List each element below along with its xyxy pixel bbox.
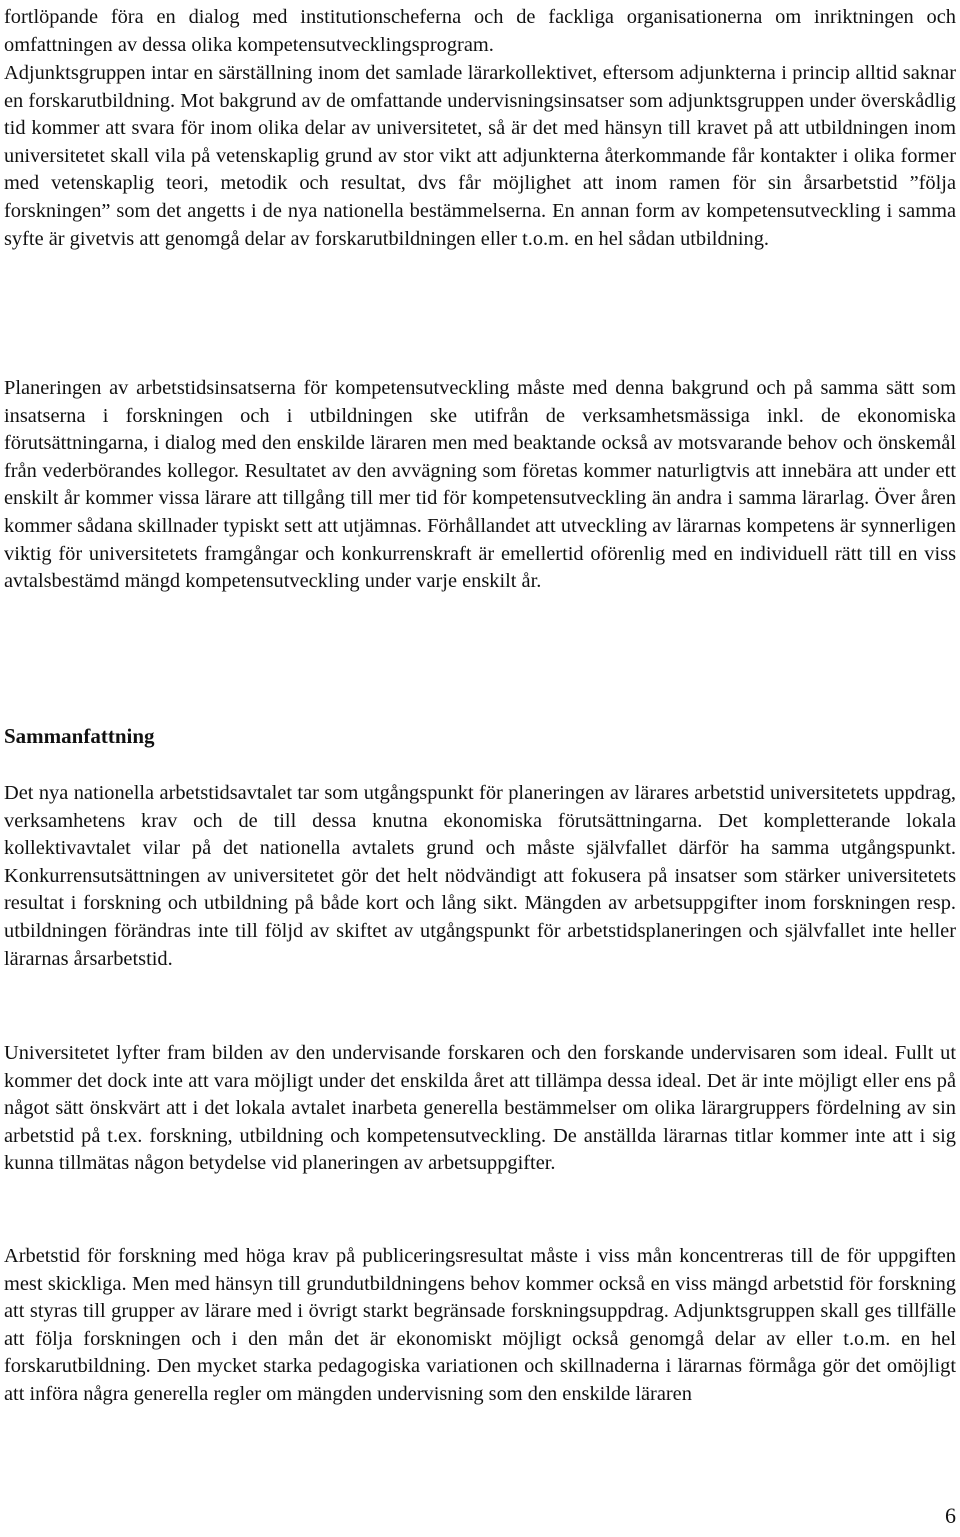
paragraph-adjunktsgruppen: Adjunktsgruppen intar en särställning inom det samlade lärarkollektivet, eftersom adjunkterna i princip alltid saknar en forskarutbildning. Mot bakgrund av de omfattande undervisningsinsatser som adjunktsgruppen under överskådlig tid kommer att svara för inom olika delar av universitetet, så är det med hänsyn till kravet på att utbildningen inom universitetet skall vila på vetenskaplig grund av stor vikt att adjunkterna återkommande får kontakter i olika former med vetenskaplig teori, metodik och resultat, dvs får möjlighet att inom ramen för sin årsarbetstid ”följa forskningen” som det angetts i de nya nationella bestämmelserna. En annan form av kompetensutveckling i samma syfte är givetvis att genomgå delar av forskarutbildningen eller t.o.m. en hel sådan utbildning. [4, 62, 956, 250]
paragraph-planeringen: Planeringen av arbetstidsinsatserna för kompetensutveckling måste med denna bakgrund och på samma sätt som insatserna i forskningen och i utbildningen ske utifrån de verksamhetsmässiga inkl. de ekonomiska förutsättningarna, i dialog med den enskilde läraren men med beaktande också av motsvarande behov och önskemål från vederbörandes kollegor. Resultatet av den avvägning som företas kommer naturligtvis att innebära att under ett enskilt år kommer vissa lärare att tillgång till mer tid för kompetensutveckling än andra i samma lärarlag. Över åren kommer sådana skillnader typiskt sett att utjämnas. Förhållandet att utveckling av lärarnas kompetens är synnerligen viktig för universitetets framgångar och konkurrenskraft är emellertid oförenlig med en individuell rätt till en viss avtalsbestämd mängd kompetensutveckling under varje enskilt år. [4, 377, 956, 593]
page-number: 6 [945, 1503, 956, 1528]
summary-paragraph-2: Universitetet lyfter fram bilden av den undervisande forskaren och den forskande undervisaren som ideal. Fullt ut kommer det dock inte att vara möjligt under det enskilda året att tillämpa dessa ideal. Det är inte möjligt eller ens på något sätt önskvärt att i det lokala avtalet inarbeta generella bestämmelser om olika lärargruppers fördelning av sin arbetstid på t.ex. forskning, utbildning och kompetensutveckling. De anställda lärarnas titlar kommer inte att i sig kunna tillmätas någon betydelse vid planeringen av arbetsuppgifter. [4, 1042, 956, 1175]
section-heading: Sammanfattning [4, 724, 155, 748]
paragraph-continuation: fortlöpande föra en dialog med institutionscheferna och de fackliga organisationerna om inriktningen och omfattningen av dessa olika kompetensutvecklingsprogram. [4, 6, 956, 56]
summary-paragraph-1: Det nya nationella arbetstidsavtalet tar som utgångspunkt för planeringen av lärares arbetstid universitetets uppdrag, verksamhetens krav och de till dessa knutna ekonomiska förutsättningarna. Det kompletterande lokala kollektivavtalet vilar på det nationella avtalets grund och måste självfallet därför ha samma utgångspunkt. Konkurrensutsättningen av universitetet gör det helt nödvändigt att fokusera på insatser som stärker universitetets resultat i forskning och utbildning på både kort och lång sikt. Mängden av arbetsuppgifter inom forskningen resp. utbildningen förändras inte till följd av skiftet av utgångspunkt för arbetstidsplaneringen och självfallet inte heller lärarnas årsarbetstid. [4, 782, 956, 970]
summary-paragraph-3: Arbetstid för forskning med höga krav på publiceringsresultat måste i viss mån koncentreras till de för uppgiften mest skickliga. Men med hänsyn till grundutbildningens behov kommer också en viss mängd arbetstid för forskning att styras till grupper av lärare med i övrigt starkt begränsade forskningsuppdrag. Adjunktsgruppen skall ges tillfälle att följa forskningen och i den mån det är ekonomiskt möjligt också genomgå delar av eller t.o.m. en hel forskarutbildning. Den mycket starka pedagogiska variationen och skillnaderna i lärarnas förmåga gör det omöjligt att införa några generella regler om mängden undervisning som den enskilde läraren [4, 1245, 956, 1405]
